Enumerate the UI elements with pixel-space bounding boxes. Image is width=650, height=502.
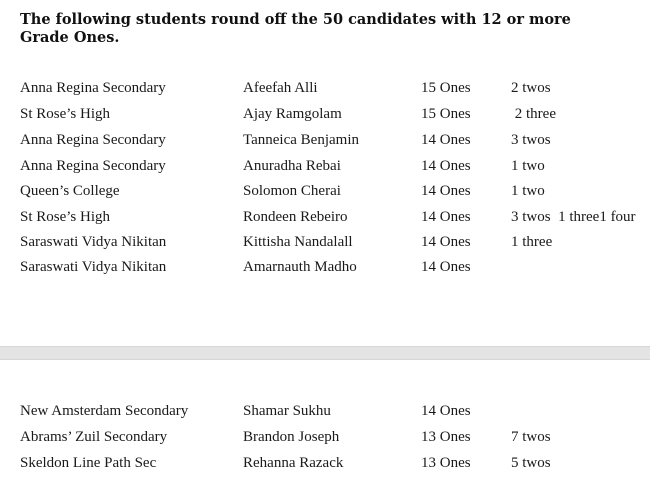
table-row	[0, 180, 650, 202]
table-row	[0, 155, 650, 177]
table-row	[0, 426, 650, 448]
ones-count-cell: 14 Ones	[421, 403, 471, 419]
ones-count-cell: 13 Ones	[421, 429, 471, 445]
ones-count-cell: 14 Ones	[421, 132, 471, 148]
other-grades-cell: 7 twos	[511, 429, 551, 445]
table-row	[0, 231, 650, 253]
student-name-cell: Rondeen Rebeiro	[243, 209, 348, 225]
school-cell: Saraswati Vidya Nikitan	[20, 234, 167, 250]
table-row	[0, 400, 650, 422]
school-cell: Abrams’ Zuil Secondary	[20, 429, 168, 445]
table-row	[0, 256, 650, 278]
other-grades-cell: 2 three	[511, 106, 556, 122]
student-name-cell: Kittisha Nandalall	[243, 234, 353, 250]
school-cell: Saraswati Vidya Nikitan	[20, 259, 167, 275]
ones-count-cell: 14 Ones	[421, 234, 471, 250]
document-page-2	[0, 360, 650, 502]
other-grades-cell: 1 two	[511, 158, 545, 174]
ones-count-cell: 14 Ones	[421, 259, 471, 275]
school-cell: Skeldon Line Path Sec	[20, 455, 157, 471]
school-cell: St Rose’s High	[20, 209, 111, 225]
school-cell: Anna Regina Secondary	[20, 80, 166, 96]
other-grades-cell: 5 twos	[511, 455, 551, 471]
school-cell: St Rose’s High	[20, 106, 111, 122]
school-cell: New Amsterdam Secondary	[20, 403, 189, 419]
other-grades-cell: 1 two	[511, 183, 545, 199]
page-break-separator	[0, 346, 650, 360]
school-cell: Queen’s College	[20, 183, 120, 199]
student-name-cell: Ajay Ramgolam	[243, 106, 342, 122]
student-name-cell: Brandon Joseph	[243, 429, 340, 445]
table-row	[0, 103, 650, 125]
table-row	[0, 206, 650, 228]
student-name-cell: Tanneica Benjamin	[243, 132, 359, 148]
other-grades-cell: 3 twos 1 three1 four	[511, 209, 636, 225]
ones-count-cell: 15 Ones	[421, 80, 471, 96]
student-name-cell: Afeefah Alli	[243, 80, 318, 96]
other-grades-cell: 1 three	[511, 234, 553, 250]
other-grades-cell: 2 twos	[511, 80, 551, 96]
ones-count-cell: 14 Ones	[421, 209, 471, 225]
student-name-cell: Amarnauth Madho	[243, 259, 357, 275]
other-grades-cell: 3 twos	[511, 132, 551, 148]
student-name-cell: Shamar Sukhu	[243, 403, 331, 419]
school-cell: Anna Regina Secondary	[20, 158, 166, 174]
ones-count-cell: 15 Ones	[421, 106, 471, 122]
ones-count-cell: 13 Ones	[421, 455, 471, 471]
table-row	[0, 452, 650, 474]
table-row	[0, 129, 650, 151]
student-name-cell: Solomon Cherai	[243, 183, 341, 199]
student-name-cell: Anuradha Rebai	[243, 158, 341, 174]
table-row	[0, 77, 650, 99]
student-name-cell: Rehanna Razack	[243, 455, 344, 471]
school-cell: Anna Regina Secondary	[20, 132, 166, 148]
ones-count-cell: 14 Ones	[421, 158, 471, 174]
section-heading: The following students round off the 50 candidates with 12 or more Grade Ones.	[20, 11, 571, 46]
ones-count-cell: 14 Ones	[421, 183, 471, 199]
